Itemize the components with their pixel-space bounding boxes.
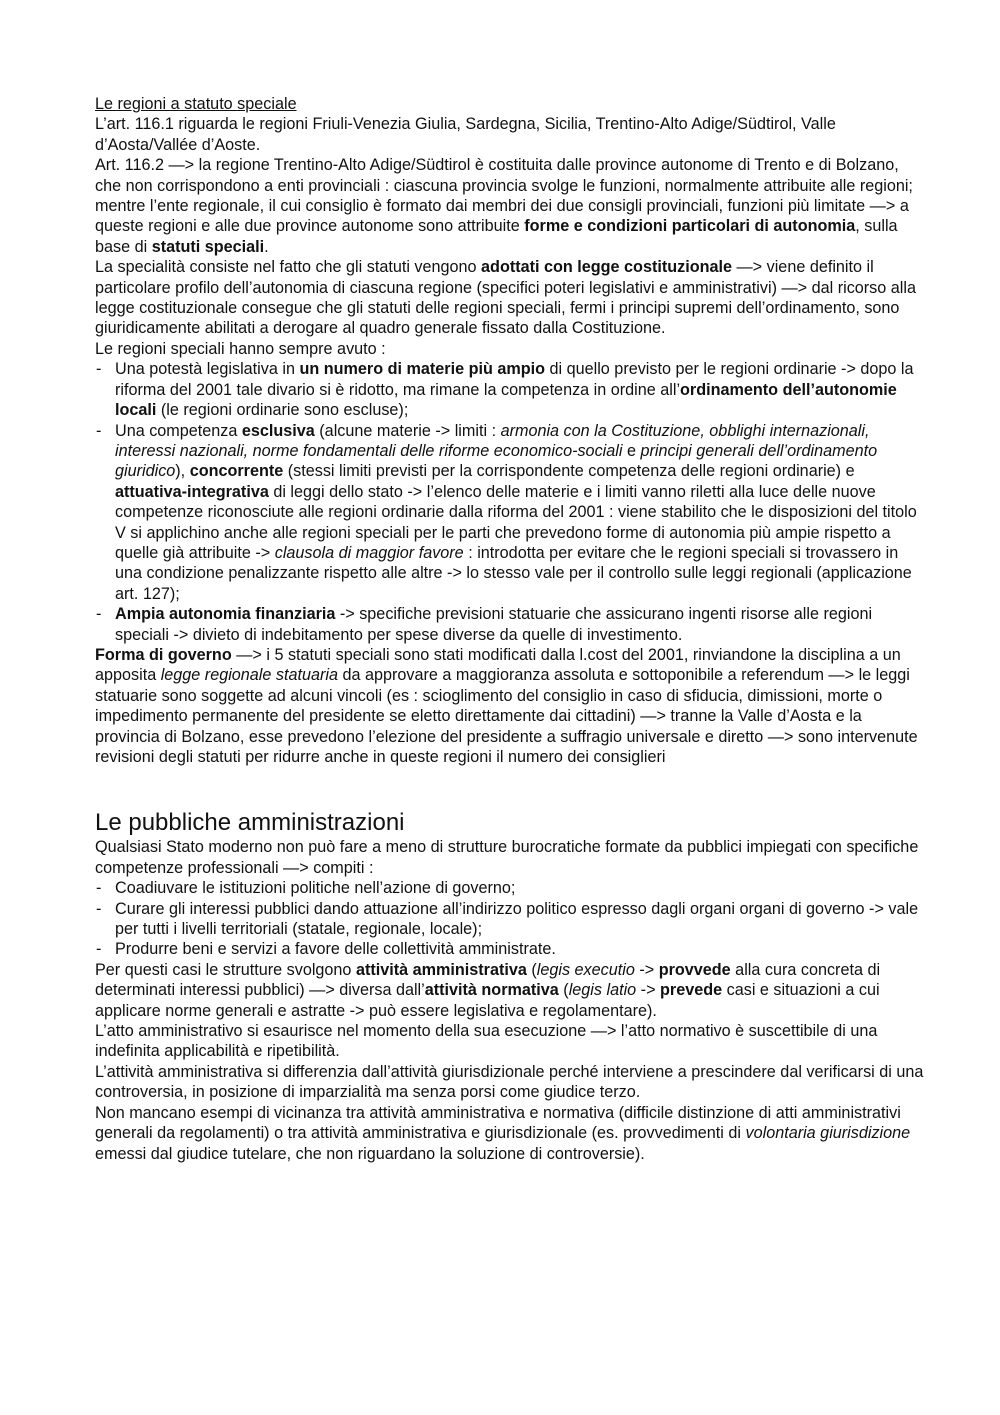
text-run: ( bbox=[558, 981, 569, 1000]
bold-text: esclusiva bbox=[241, 421, 315, 440]
text-run: —> i 5 statuti speciali sono stati modificati dalla l.cost del 2001, rinviandone la disciplina a un apposita bbox=[95, 645, 901, 685]
paragraph-attivita-amministrativa bbox=[95, 960, 925, 1021]
text-run: e bbox=[622, 441, 641, 460]
paragraph-art-116-2 bbox=[95, 155, 925, 257]
bold-text: statuti speciali bbox=[151, 237, 265, 256]
text-run: ), bbox=[175, 462, 190, 481]
text-run: di quello previsto per le regioni ordinarie -> dopo la riforma del 2001 tale divario si è ridotto, ma rimane la competenza in ordine all’ bbox=[115, 360, 914, 399]
italic-text: armonia con la Costituzione, obblighi internazionali, interessi nazionali, norme fondamentali delle riforme economico-sociali bbox=[115, 421, 870, 460]
paragraph-forma-di-governo bbox=[95, 645, 925, 767]
text-run: —> viene definito il particolare profilo dell’autonomia di ciascuna regione (specifici poteri legislativi e amministrativi) —> dal ricorso alla legge costituzionale consegue che gli statuti delle regioni speciali, fermi i principi supremi dell’ordinamento, sono giuridicamente abilitati a derogare al quadro generale fissato dalla Costituzione. bbox=[95, 258, 916, 338]
bold-text: provvede bbox=[658, 960, 731, 979]
paragraph-vicinanza bbox=[95, 1103, 925, 1164]
text-run: (le regioni ordinarie sono escluse); bbox=[156, 401, 409, 420]
bold-text: Ampia autonomia finanziaria bbox=[115, 605, 336, 624]
paragraph-atto-amministrativo: L’atto amministrativo si esaurisce nel momento della sua esecuzione —> l’atto normativo è suscettibile di una indefinita applicabilità e ripetibilità. bbox=[95, 1022, 878, 1061]
paragraph-art-116-1: L’art. 116.1 riguarda le regioni Friuli-Venezia Giulia, Sardegna, Sicilia, Trentino-Alto Adige/Südtirol, Valle d’Aosta/Vallée d’Aoste. bbox=[95, 115, 836, 154]
italic-text: principi generali dell’ordinamento giuridico bbox=[115, 441, 878, 481]
section-heading-pubbliche-amministrazioni: Le pubbliche amministrazioni bbox=[95, 809, 405, 837]
bold-text: attività amministrativa bbox=[355, 960, 527, 979]
italic-text: legis executio bbox=[536, 960, 635, 979]
text-run: -> bbox=[636, 981, 661, 1000]
list-item: - Curare gli interessi pubblici dando attuazione all’indirizzo politico espresso dagli organi organi di governo -> vale per tutti i livelli territoriali (statale, regionale, locale); bbox=[95, 899, 925, 940]
bold-text: attività normativa bbox=[424, 981, 559, 1000]
list-item bbox=[95, 421, 925, 605]
text-run: -> bbox=[634, 960, 659, 979]
text-run: (alcune materie -> limiti : bbox=[314, 421, 501, 440]
compiti-list bbox=[95, 878, 925, 960]
text-run: (stessi limiti previsti per la corrispondente competenza delle regioni ordinarie) e bbox=[283, 462, 855, 481]
list-item: - Coadiuvare le istituzioni politiche nell’azione di governo; bbox=[95, 878, 925, 898]
text-run: casi e situazioni a cui applicare norme generali e astratte -> può essere legislativa e regolamentare). bbox=[95, 981, 880, 1020]
regioni-speciali-list bbox=[95, 359, 925, 645]
bold-text: adottati con legge costituzionale bbox=[481, 258, 732, 277]
section-title-regioni-speciali: Le regioni a statuto speciale bbox=[95, 95, 297, 113]
paragraph-pa-intro: Qualsiasi Stato moderno non può fare a meno di strutture burocratiche formate da pubblici impiegati con specifiche competenze professionali —> compiti : bbox=[95, 838, 919, 877]
bold-text: un numero di materie più ampio bbox=[299, 360, 546, 379]
list-item bbox=[95, 359, 925, 420]
list-item bbox=[95, 604, 925, 645]
italic-text: legge regionale statuaria bbox=[160, 666, 338, 685]
text-run: . bbox=[264, 237, 269, 256]
text-run: La specialità consiste nel fatto che gli statuti vengono bbox=[95, 258, 482, 277]
bold-text: forme e condizioni particolari di autonomia bbox=[524, 217, 856, 236]
text-run: Art. 116.2 —> la regione Trentino-Alto Adige/Südtirol è costituita dalle province autonome di Trento e di Bolzano, che non corrispondono a enti provinciali : ciascuna provincia svolge le funzioni, normalmente attribuite alle regioni; mentre l’ente regionale, il cui consiglio è formato dai membri dei due consigli provinciali, funzioni più limitate —> a queste regioni e alle due province autonome sono attribuite bbox=[95, 156, 913, 236]
bold-text: concorrente bbox=[189, 462, 284, 481]
bold-text: ordinamento dell’autonomie locali bbox=[115, 380, 897, 420]
text-run: Non mancano esempi di vicinanza tra attività amministrativa e normativa (difficile distinzione di atti amministrativi generali da regolamenti) o tra attività amministrativa e giurisdizionale (es. provvedimenti di bbox=[95, 1103, 901, 1143]
text-run: emessi dal giudice tutelare, che non riguardano la soluzione di controversie). bbox=[95, 1144, 645, 1163]
text-run: Per questi casi le strutture svolgono bbox=[95, 960, 356, 979]
bold-text: Forma di governo bbox=[95, 645, 232, 664]
text-run: di leggi dello stato -> l’elenco delle materie e i limiti vanno riletti alla luce delle nuove competenze riconosciute alle regioni ordinarie dalla riforma del 2001 : viene stabilito che le disposizioni del titolo V si applichino anche alle regioni speciali per le parti che prevedono forme di autonomia più ampie rispetto a quelle già attribuite -> bbox=[115, 482, 917, 562]
paragraph-list-intro: Le regioni speciali hanno sempre avuto : bbox=[95, 339, 386, 358]
text-run: , sulla base di bbox=[95, 217, 898, 256]
paragraph-attivita-giurisdizionale: L’attività amministrativa si differenzia dall’attività giurisdizionale perché interviene a prescindere dal verificarsi di una controversia, in posizione di imparzialità ma senza porsi come giudice terzo. bbox=[95, 1062, 924, 1102]
italic-text: clausola di maggior favore bbox=[274, 543, 464, 562]
paragraph-specialita bbox=[95, 257, 925, 339]
list-item: - Produrre beni e servizi a favore delle collettività amministrate. bbox=[95, 939, 925, 959]
bold-text: attuativa-integrativa bbox=[115, 482, 269, 501]
bold-text: prevede bbox=[660, 981, 723, 1000]
text-run: Una competenza bbox=[115, 421, 242, 440]
italic-text: legis latio bbox=[568, 981, 637, 1000]
text-run: : introdotta per evitare che le regioni speciali si trovassero in una condizione penalizzante rispetto alle altre -> lo stesso vale per il controllo sulle leggi regionali (applicazione art. 127); bbox=[115, 543, 912, 603]
text-run: Una potestà legislativa in bbox=[115, 360, 300, 379]
document-page bbox=[95, 94, 925, 1164]
italic-text: volontaria giurisdizione bbox=[745, 1124, 911, 1143]
text-run: da approvare a maggioranza assoluta e sottoponibile a referendum —> le leggi statuarie sono soggette ad alcuni vincoli (es : scioglimento del consiglio in caso di sfiducia, dimissioni, morte o impedimento permanente del presidente se eletto direttamente dai cittadini) —> tranne la Valle d’Aosta e la provincia di Bolzano, esse prevedono l’elezione del presidente a suffragio universale e diretto —> sono intervenute revisioni degli statuti per ridurre anche in queste regioni il numero dei consiglieri bbox=[95, 666, 918, 766]
text-run: ( bbox=[526, 960, 537, 979]
text-run: alla cura concreta di determinati interessi pubblici) —> diversa dall’ bbox=[95, 960, 881, 1000]
text-run: -> specifiche previsioni statuarie che assicurano ingenti risorse alle regioni speciali -> divieto di indebitamento per spese diverse da quelle di investimento. bbox=[115, 605, 873, 644]
